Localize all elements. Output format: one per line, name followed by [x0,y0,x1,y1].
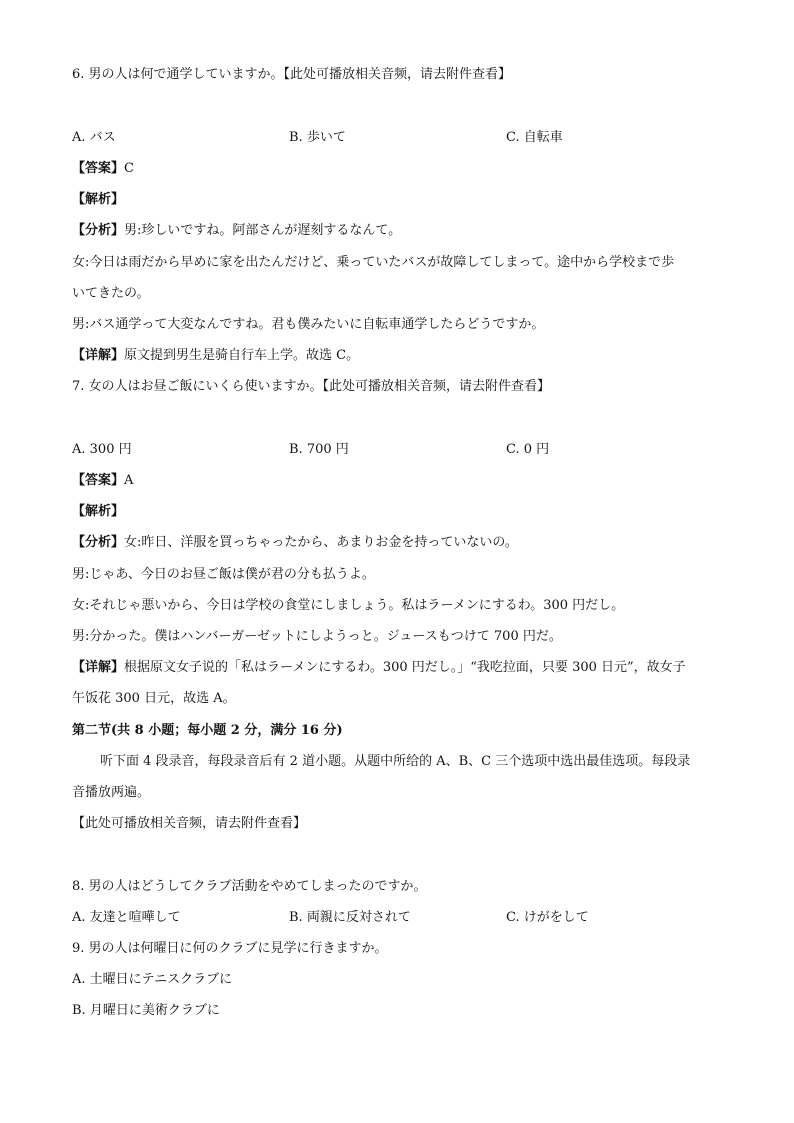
q6-answer: C [124,161,134,176]
q7-detail: 根据原文女子说的「私はラーメンにするわ。300 円だし。」“我吃拉面，只要 300 日元”，故女子 [124,660,686,675]
q6-analysis-tag: 【解析】 [72,192,125,207]
q7-option-c: C. 0 円 [506,442,550,457]
section-heading: 第二节(共 8 小题；每小题 2 分，满分 16 分) [72,723,343,738]
q7-fenxi-line [72,534,518,552]
q6-option-b: B. 歩いて [289,130,346,145]
q7-fenxi-tag: 【分析】 [72,535,125,550]
q6-answer-tag: 【答案】 [72,161,125,176]
q6-dialog-line-4: 男:バス通学って大変なんですね。君も僕みたいに自転車通学したらどうですか。 [72,317,545,332]
q9-option-b: B. 月曜日に美術クラブに [72,1003,220,1018]
q6-detail-line [72,347,359,365]
q7-answer: A [124,473,134,488]
q6-option-a: A. バス [72,130,116,145]
q6-dialog-line-3: いてきたの。 [72,286,150,301]
q7-dialog-line-4: 男:分かった。僕はハンバーガーゼットにしようっと。ジュースもつけて 700 円だ。 [72,629,562,644]
q6-dialog-line-1: 男:珍しいですね。阿部さんが遅刻するなんて。 [124,223,402,238]
q7-question: 7. 女の人はお昼ご飯にいくら使いますか。【此处可播放相关音频，请去附件查看】 [72,379,551,394]
q8-option-b: B. 両親に反対されて [289,910,411,925]
q6-fenxi-line [72,222,401,240]
q7-detail-line-2: 午饭花 300 日元，故选 A。 [72,691,236,706]
q6-detail-tag: 【详解】 [72,348,125,363]
q8-question: 8. 男の人はどうしてクラブ活動をやめてしまったのですか。 [72,879,427,894]
section-instructions-1: 听下面 4 段录音，每段录音后有 2 道小题。从题中所给的 A、B、C 三个选项中选出最佳选项。每段录 [100,754,691,769]
q7-detail-line [72,659,686,677]
q6-fenxi-tag: 【分析】 [72,223,125,238]
q7-dialog-line-3: 女:それじゃ悪いから、今日は学校の食堂にしましょう。私はラーメンにするわ。300 円だし。 [72,598,625,613]
q7-option-b: B. 700 円 [289,442,349,457]
q9-option-a: A. 土曜日にテニスクラブに [72,972,233,987]
q8-option-c: C. けがをして [506,910,589,925]
section-instructions-2: 音播放两遍。 [72,785,151,800]
q6-detail: 原文提到男生是骑自行车上学。故选 C。 [124,348,360,363]
q7-answer-tag: 【答案】 [72,473,125,488]
q7-answer-line [72,472,133,490]
q7-analysis-tag: 【解析】 [72,504,125,519]
q6-dialog-line-2: 女:今日は雨だから早めに家を出たんだけど、乗っていたバスが故障してしまって。途中から学校まで歩 [72,255,675,270]
q6-option-c: C. 自転車 [506,130,563,145]
q7-dialog-line-1: 女:昨日、洋服を買っちゃったから、あまりお金を持っていないの。 [124,535,518,550]
q6-question: 6. 男の人は何で通学していますか。【此处可播放相关音频，请去附件查看】 [72,67,512,82]
q8-option-a: A. 友達と喧嘩して [72,910,181,925]
section-audio-note: 【此处可播放相关音频，请去附件查看】 [72,816,307,831]
q9-question: 9. 男の人は何曜日に何のクラブに見学に行きますか。 [72,941,388,956]
q7-option-a: A. 300 円 [72,442,132,457]
q6-answer-line [72,160,134,178]
q7-detail-tag: 【详解】 [72,660,125,675]
q7-dialog-line-2: 男:じゃあ、今日のお昼ご飯は僕が君の分も払うよ。 [72,567,375,582]
